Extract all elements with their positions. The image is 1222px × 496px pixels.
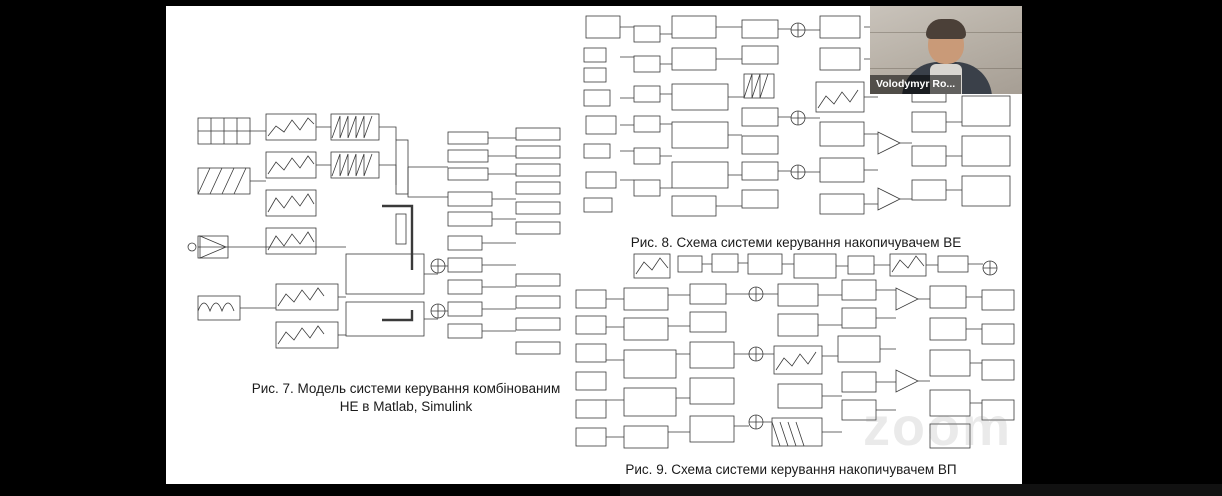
figure-9-caption-line1: Рис. 9. Схема системи керування накопичувачем ВП [625, 462, 957, 477]
participant-video-tile[interactable] [870, 6, 1022, 94]
zoom-watermark: zoom [863, 397, 1012, 457]
figure-7-caption-line1: Рис. 7. Модель системи керування комбінованим [251, 381, 561, 396]
bottom-letterbox-bar [620, 484, 1222, 496]
participant-hair [926, 19, 966, 39]
figure-8-caption-line1: Рис. 8. Схема системи керування накопичувачем ВЕ [630, 235, 962, 250]
figure-7-caption [196, 380, 616, 416]
figure-7-caption-line2: НЕ в Matlab, Simulink [339, 399, 473, 415]
figure-9-caption [576, 461, 1006, 479]
figure-7-diagram [186, 106, 606, 371]
participant-name-badge: Volodymyr Ro... [870, 75, 961, 94]
